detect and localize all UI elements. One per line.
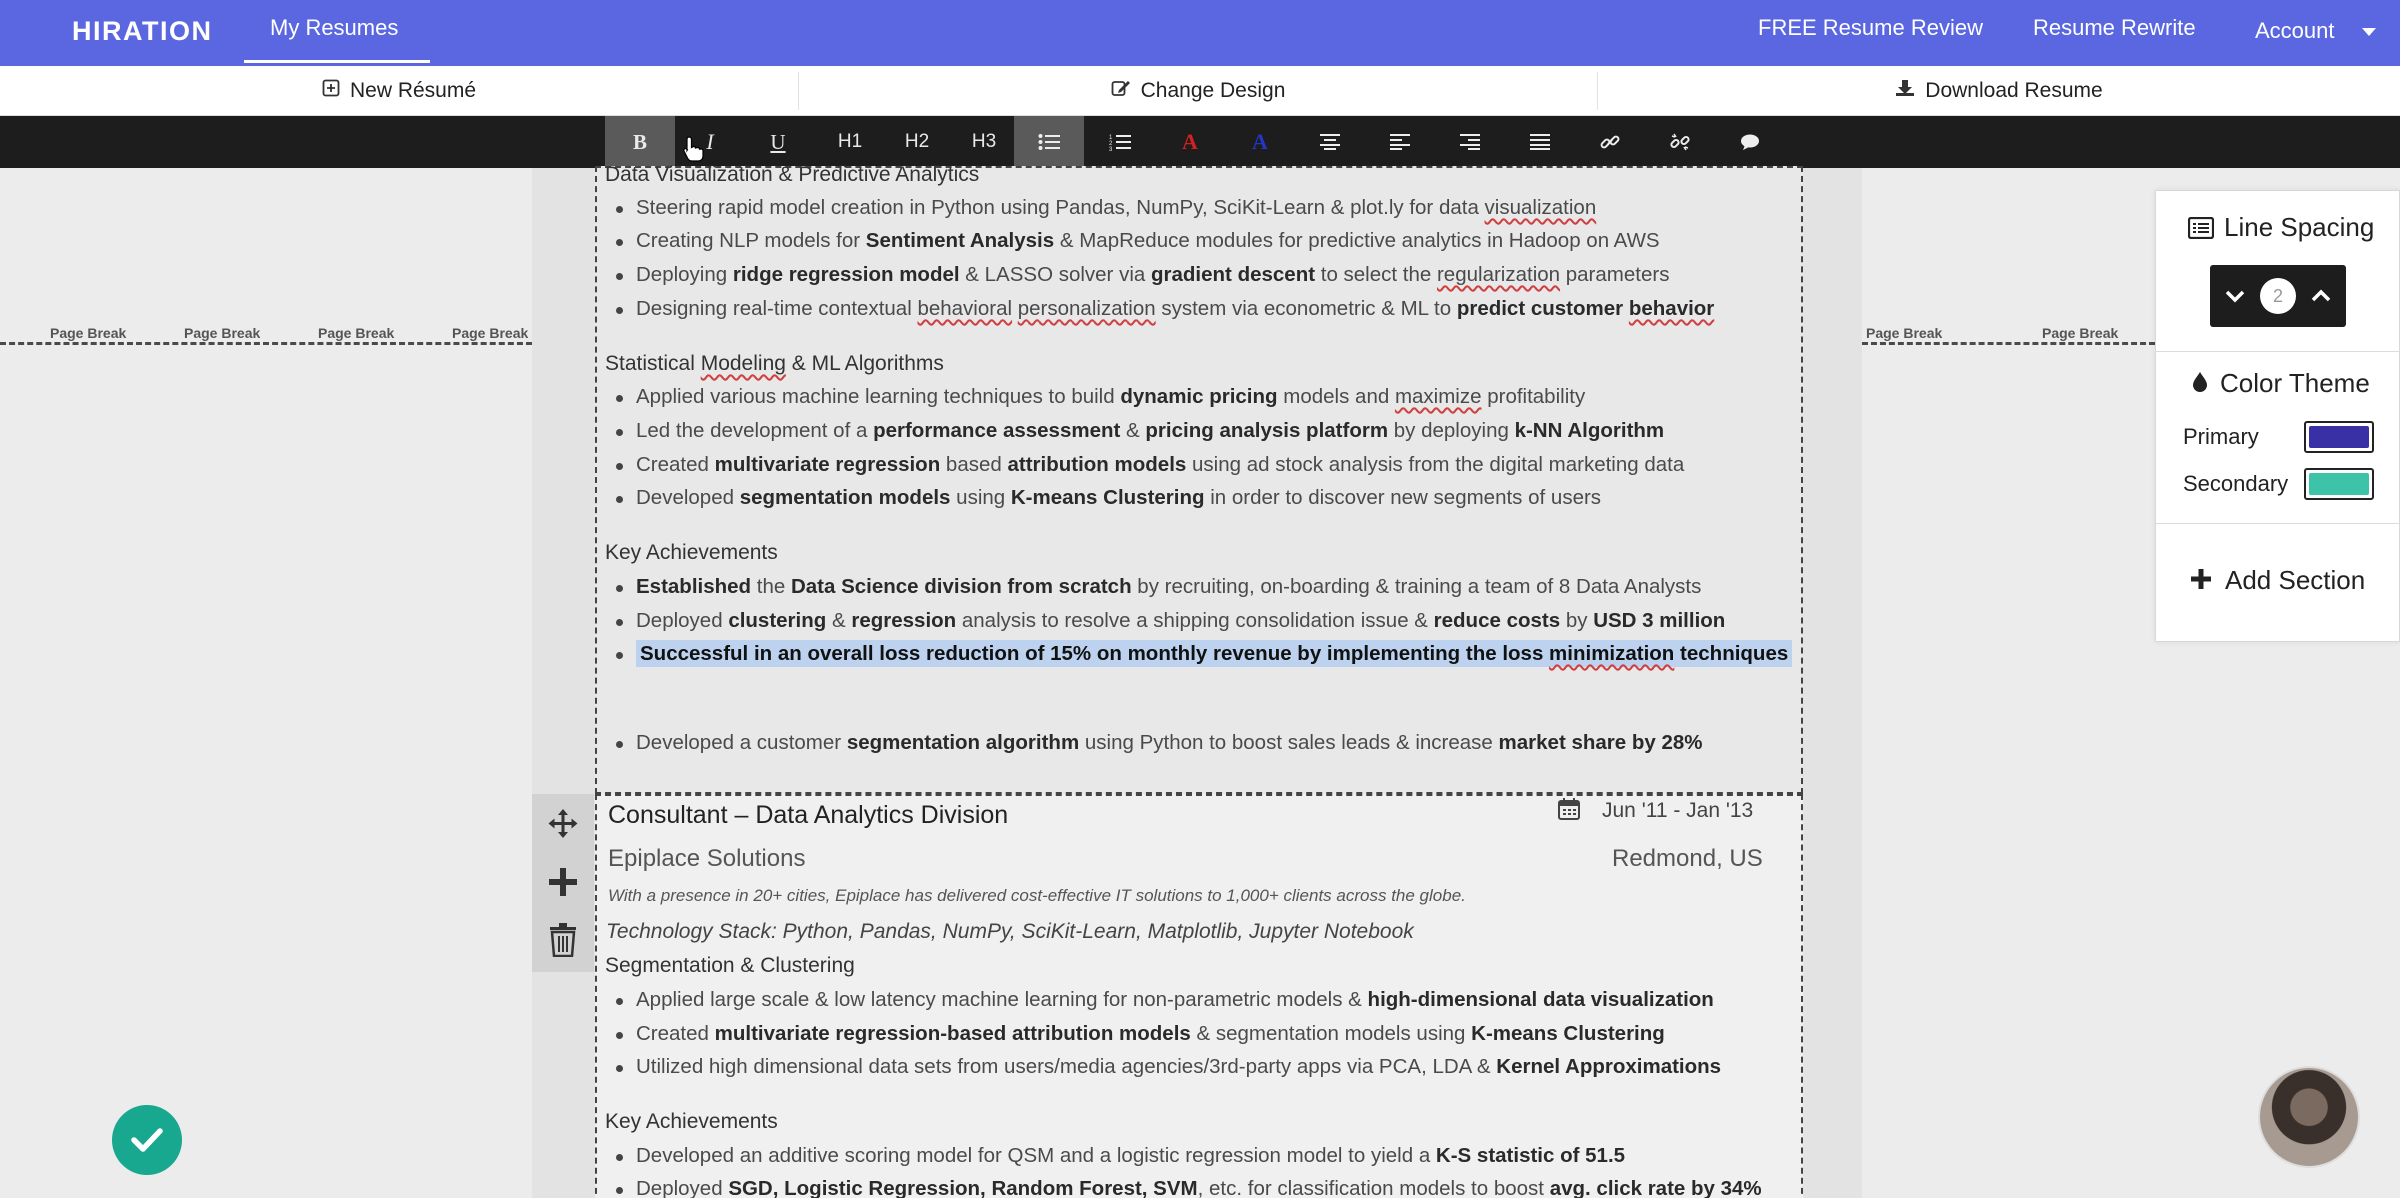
job-dates[interactable]: Jun '11 - Jan '13 [1602,799,1754,822]
move-icon[interactable] [532,796,594,852]
nav-account[interactable]: Account [2255,18,2335,43]
highlight-color-button[interactable]: A [1252,129,1268,154]
experience-entry-editor[interactable] [595,166,1803,794]
page-break-label: Page Break [50,325,127,341]
plus-icon [2191,569,2211,594]
align-left-button[interactable] [1365,116,1435,168]
save-check-button[interactable] [112,1105,182,1175]
new-resume-button[interactable] [0,66,798,116]
align-left-icon [1390,134,1410,150]
line-spacing-title: Line Spacing [2224,212,2375,242]
decrease-spacing-button[interactable] [2210,265,2260,327]
primary-color-swatch[interactable] [2304,421,2374,453]
link-icon [1600,132,1620,152]
download-icon [1895,79,1915,103]
section-heading[interactable]: Data Visualization & Predictive Analytics [605,163,980,186]
underline-button[interactable]: U [770,129,786,154]
list-item-selected[interactable]: Successful in an overall loss reduction of 15% on monthly revenue by implementing the loss minimization techniques [636,642,1792,666]
technology-stack[interactable]: Technology Stack: Python, Pandas, NumPy, SciKit-Learn, Matplotlib, Jupyter Notebook [606,920,1414,943]
align-right-button[interactable] [1435,116,1505,168]
chevron-up-icon [2311,289,2331,303]
list-item[interactable]: Deployed SGD, Logistic Regression, Random Forest, SVM, etc. for classification models to boost avg. click rate by 34% [636,1177,1762,1198]
h1-button[interactable]: H1 [837,131,863,152]
check-icon [131,1127,163,1153]
support-chat-avatar[interactable] [2258,1066,2360,1168]
page-break-label: Page Break [318,325,395,341]
line-spacing-stepper [2210,265,2346,327]
italic-button[interactable]: I [706,129,714,154]
list-icon [2188,217,2214,244]
list-item[interactable]: Applied large scale & low latency machine learning for non-parametric models & high-dimensional data visualization [636,988,1714,1011]
list-item[interactable]: Developed an additive scoring model for QSM and a logistic regression model to yield a K-S statistic of 51.5 [636,1144,1626,1167]
customize-panel [2155,190,2400,642]
list-item[interactable]: Utilized high dimensional data sets from users/media agencies/3rd-party apps via PCA, LDA & Kernel Approximations [636,1055,1722,1078]
list-item[interactable]: Established the Data Science division from scratch by recruiting, on-boarding & training a team of 8 Data Analysts [636,575,1702,598]
increase-spacing-button[interactable] [2296,265,2346,327]
align-right-icon [1460,134,1480,150]
download-resume-button[interactable] [1598,66,2400,116]
numbered-list-icon [1109,133,1131,151]
page-break-line-left [0,342,532,345]
page-break-label: Page Break [1866,325,1943,341]
secondary-color-label: Secondary [2183,471,2289,496]
bullet-list-button[interactable] [1014,116,1084,168]
font-color-button[interactable]: A [1182,129,1198,154]
svg-text:2: 2 [1109,141,1113,147]
panel-divider [2156,523,2400,524]
entry-tools [532,794,594,972]
section-heading[interactable]: Key Achievements [605,1110,778,1133]
page-break-line-right [1862,342,2155,345]
comment-button[interactable] [1715,116,1785,168]
list-item[interactable]: Led the development of a performance assessment & pricing analysis platform by deploying k-NN Algorithm [636,419,1665,442]
add-section-button[interactable]: Add Section [2225,565,2366,595]
list-item[interactable]: Creating NLP models for Sentiment Analysis & MapReduce modules for predictive analytics in Hadoop on AWS [636,229,1660,252]
bold-button[interactable]: B [605,116,675,168]
line-spacing-value: 2 [2260,278,2296,314]
svg-text:1: 1 [1109,135,1113,141]
align-center-button[interactable] [1295,116,1365,168]
change-design-button[interactable] [799,66,1597,116]
new-resume-label: New Résumé [349,79,477,102]
list-item[interactable]: Deployed clustering & regression analysis to resolve a shipping consolidation issue & reduce costs by USD 3 million [636,609,1726,632]
list-item[interactable]: Created multivariate regression-based attribution models & segmentation models using K-means Clustering [636,1022,1665,1045]
add-entry-icon[interactable] [532,854,594,910]
list-item[interactable]: Steering rapid model creation in Python using Pandas, NumPy, SciKit-Learn & plot.ly for data visualization [636,196,1597,219]
page-break-label: Page Break [184,325,261,341]
color-theme-title: Color Theme [2220,368,2370,398]
list-item[interactable]: Deploying ridge regression model & LASSO solver via gradient descent to select the regularization parameters [636,263,1670,286]
change-design-label: Change Design [1140,79,1286,102]
align-center-icon [1320,134,1340,150]
section-heading[interactable]: Segmentation & Clustering [605,954,855,977]
primary-color-label: Primary [2183,424,2259,449]
brand-logo[interactable]: HIRATION [72,16,213,46]
list-item[interactable]: Applied various machine learning techniques to build dynamic pricing models and maximize profitability [636,385,1586,408]
numbered-list-button[interactable] [1085,116,1155,168]
h3-button[interactable]: H3 [971,131,997,152]
insert-link-button[interactable] [1575,116,1645,168]
section-heading[interactable]: Key Achievements [605,541,778,564]
nav-resume-rewrite[interactable]: Resume Rewrite [2033,15,2196,40]
edit-icon [1111,79,1131,103]
list-item[interactable]: Developed segmentation models using K-means Clustering in order to discover new segments of users [636,486,1602,509]
company-name[interactable]: Epiplace Solutions [608,845,806,872]
formatting-toolbar [0,116,2400,168]
comment-icon [1740,133,1760,151]
unlink-icon [1670,132,1690,152]
list-item[interactable]: Designing real-time contextual behavioral personalization system via econometric & ML to predict customer behavior [636,297,1715,320]
nav-my-resumes[interactable]: My Resumes [244,0,430,63]
action-bar [0,66,2400,116]
job-location[interactable]: Redmond, US [1612,845,1763,872]
align-justify-icon [1530,134,1550,150]
nav-free-resume-review[interactable]: FREE Resume Review [1758,15,1983,40]
remove-link-button[interactable] [1645,116,1715,168]
h2-button[interactable]: H2 [904,131,930,152]
secondary-color-swatch[interactable] [2304,468,2374,500]
top-navbar [0,0,2400,66]
page-break-label: Page Break [452,325,529,341]
company-description[interactable]: With a presence in 20+ cities, Epiplace has delivered cost-effective IT solutions to 1,000+ clients across the globe. [608,886,1466,905]
page-break-label: Page Break [2042,325,2119,341]
panel-divider [2156,351,2400,352]
account-caret-icon[interactable] [2362,28,2376,36]
job-title[interactable]: Consultant – Data Analytics Division [608,801,1009,829]
svg-text:3: 3 [1109,147,1113,151]
section-heading[interactable]: Statistical Modeling & ML Algorithms [605,352,944,375]
chevron-down-icon [2225,289,2245,303]
bullet-list-icon [1038,133,1060,151]
plus-square-icon [322,79,340,103]
trash-icon[interactable] [532,912,594,968]
calendar-icon [1558,798,1580,825]
list-item[interactable]: Created multivariate regression based attribution models using ad stock analysis from the digital marketing data [636,453,1685,476]
droplet-icon [2192,371,2208,398]
download-resume-label: Download Resume [1925,79,2103,102]
list-item[interactable]: Developed a customer segmentation algorithm using Python to boost sales leads & increase market share by 28% [636,731,1703,754]
align-justify-button[interactable] [1505,116,1575,168]
